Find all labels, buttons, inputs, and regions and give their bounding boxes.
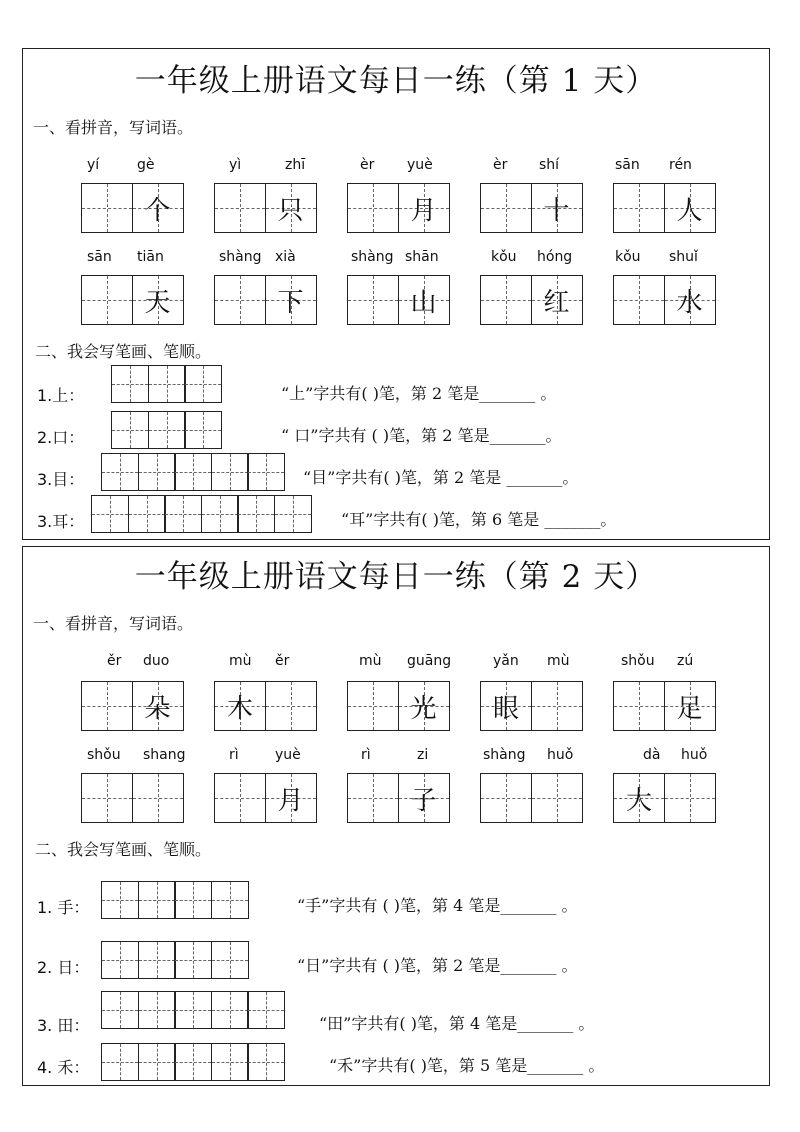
pinyin: mù — [547, 653, 570, 669]
pinyin: sān — [87, 249, 112, 265]
pinyin: yǎn — [493, 653, 519, 669]
pinyin: yuè — [407, 157, 433, 173]
char-cell[interactable] — [480, 183, 532, 233]
pinyin: tiān — [137, 249, 164, 265]
stroke-label: 4. 禾： — [37, 1058, 90, 1077]
word-box[interactable] — [347, 183, 450, 233]
char-cell[interactable] — [132, 773, 184, 823]
pinyin: shǒu — [621, 653, 655, 669]
pinyin: rì — [229, 747, 239, 763]
pinyin: shuǐ — [669, 249, 698, 265]
pinyin: kǒu — [491, 249, 517, 265]
stroke-question: “目”字共有( )笔，第 2 笔是 _______。 — [303, 468, 579, 487]
char-cell[interactable] — [664, 773, 716, 823]
pinyin: huǒ — [547, 747, 574, 763]
char-cell[interactable]: 月 — [398, 183, 450, 233]
word-box[interactable] — [613, 183, 716, 233]
word-box[interactable] — [214, 275, 317, 325]
char-cell[interactable]: 眼 — [480, 681, 532, 731]
char-cell[interactable] — [480, 275, 532, 325]
char-cell[interactable]: 足 — [664, 681, 716, 731]
char-cell[interactable] — [81, 183, 133, 233]
pinyin: zhī — [285, 157, 306, 173]
word-box[interactable] — [347, 773, 450, 823]
word-box[interactable] — [480, 773, 583, 823]
pinyin: mù — [229, 653, 252, 669]
pinyin: sān — [615, 157, 640, 173]
char-cell[interactable] — [347, 183, 399, 233]
stroke-question: “上”字共有( )笔，第 2 笔是_______ 。 — [281, 384, 557, 403]
stroke-question: “ 口”字共有 ( )笔，第 2 笔是_______。 — [281, 426, 562, 445]
word-box[interactable] — [81, 275, 184, 325]
stroke-grid[interactable] — [101, 1043, 285, 1081]
pinyin: huǒ — [681, 747, 708, 763]
char-cell[interactable] — [480, 773, 532, 823]
word-box[interactable] — [347, 681, 450, 731]
char-cell[interactable] — [214, 773, 266, 823]
char-cell[interactable]: 光 — [398, 681, 450, 731]
word-box[interactable] — [613, 275, 716, 325]
char-cell[interactable] — [613, 681, 665, 731]
char-cell[interactable]: 只 — [265, 183, 317, 233]
char-cell[interactable]: 山 — [398, 275, 450, 325]
pinyin: yí — [87, 157, 100, 173]
char-cell[interactable]: 个 — [132, 183, 184, 233]
char-cell[interactable] — [531, 681, 583, 731]
pinyin: zú — [677, 653, 694, 669]
stroke-question: “耳”字共有( )笔，第 6 笔是 _______。 — [341, 510, 617, 529]
day2-panel — [22, 546, 770, 1086]
section-heading: 一、看拼音，写词语。 — [33, 614, 194, 633]
char-cell[interactable] — [347, 681, 399, 731]
pinyin: shàng — [351, 249, 394, 265]
char-cell[interactable] — [81, 773, 133, 823]
char-cell[interactable]: 子 — [398, 773, 450, 823]
pinyin: mù — [359, 653, 382, 669]
pinyin: ěr — [275, 653, 290, 669]
pinyin: yuè — [275, 747, 301, 763]
pinyin: yì — [229, 157, 242, 173]
word-box[interactable] — [613, 681, 716, 731]
stroke-label: 3.目： — [37, 470, 85, 489]
page-title: 一年级上册语文每日一练（第 1 天） — [134, 63, 658, 99]
char-cell[interactable] — [265, 681, 317, 731]
char-cell[interactable]: 人 — [664, 183, 716, 233]
pinyin: shàng — [219, 249, 262, 265]
stroke-label: 2. 日： — [37, 958, 90, 977]
stroke-question: “禾”字共有( )笔，第 5 笔是_______ 。 — [329, 1056, 605, 1075]
stroke-grid[interactable] — [101, 453, 285, 491]
pinyin: duo — [143, 653, 170, 669]
stroke-question: “日”字共有 ( )笔，第 2 笔是_______ 。 — [297, 956, 578, 975]
char-cell[interactable] — [531, 773, 583, 823]
pinyin: kǒu — [615, 249, 641, 265]
word-box[interactable] — [81, 681, 184, 731]
word-box[interactable] — [480, 183, 583, 233]
pinyin: ěr — [107, 653, 122, 669]
word-box[interactable] — [214, 773, 317, 823]
pinyin: shān — [405, 249, 439, 265]
word-box[interactable] — [81, 773, 184, 823]
word-box[interactable] — [480, 681, 583, 731]
pinyin: shǒu — [87, 747, 121, 763]
day1-panel — [22, 48, 770, 540]
char-cell[interactable]: 红 — [531, 275, 583, 325]
stroke-grid[interactable] — [111, 411, 222, 449]
char-cell[interactable] — [347, 275, 399, 325]
page-title: 一年级上册语文每日一练（第 2 天） — [134, 559, 658, 595]
stroke-grid[interactable] — [101, 881, 249, 919]
word-box[interactable] — [214, 183, 317, 233]
char-cell[interactable] — [347, 773, 399, 823]
pinyin: shang — [143, 747, 186, 763]
char-cell[interactable] — [613, 183, 665, 233]
pinyin: rén — [669, 157, 692, 173]
stroke-label: 3. 田： — [37, 1016, 90, 1035]
char-cell[interactable] — [214, 275, 266, 325]
stroke-label: 3.耳： — [37, 512, 85, 531]
pinyin: shí — [539, 157, 560, 173]
stroke-label: 2.口： — [37, 428, 85, 447]
section-heading: 一、看拼音，写词语。 — [33, 118, 194, 137]
char-cell[interactable]: 水 — [664, 275, 716, 325]
word-box[interactable] — [81, 183, 184, 233]
stroke-grid[interactable] — [111, 365, 222, 403]
stroke-question: “田”字共有( )笔，第 4 笔是_______ 。 — [319, 1014, 595, 1033]
pinyin: èr — [493, 157, 508, 173]
word-box[interactable] — [347, 275, 450, 325]
stroke-label: 1.上： — [37, 386, 85, 405]
char-cell[interactable] — [613, 275, 665, 325]
pinyin: hóng — [537, 249, 573, 265]
char-cell[interactable]: 十 — [531, 183, 583, 233]
char-cell[interactable]: 月 — [265, 773, 317, 823]
stroke-grid[interactable] — [101, 941, 249, 979]
section-heading: 二、我会写笔画、笔顺。 — [35, 840, 212, 859]
pinyin: èr — [360, 157, 375, 173]
pinyin: dà — [643, 747, 661, 763]
pinyin: xià — [275, 249, 296, 265]
char-cell[interactable] — [214, 183, 266, 233]
char-cell[interactable] — [81, 275, 133, 325]
char-cell[interactable] — [81, 681, 133, 731]
section-heading: 二、我会写笔画、笔顺。 — [35, 342, 212, 361]
char-cell[interactable]: 朵 — [132, 681, 184, 731]
word-box[interactable] — [480, 275, 583, 325]
char-cell[interactable]: 木 — [214, 681, 266, 731]
stroke-grid[interactable] — [91, 495, 312, 533]
pinyin: guāng — [407, 653, 452, 669]
stroke-grid[interactable] — [101, 991, 285, 1029]
stroke-label: 1. 手： — [37, 898, 90, 917]
pinyin: rì — [361, 747, 371, 763]
word-box[interactable] — [214, 681, 317, 731]
stroke-question: “手”字共有 ( )笔，第 4 笔是_______ 。 — [297, 896, 578, 915]
char-cell[interactable]: 大 — [613, 773, 665, 823]
pinyin: gè — [137, 157, 155, 173]
pinyin: shàng — [483, 747, 526, 763]
pinyin: zi — [417, 747, 429, 763]
word-box[interactable] — [613, 773, 716, 823]
char-cell[interactable]: 下 — [265, 275, 317, 325]
char-cell[interactable]: 天 — [132, 275, 184, 325]
